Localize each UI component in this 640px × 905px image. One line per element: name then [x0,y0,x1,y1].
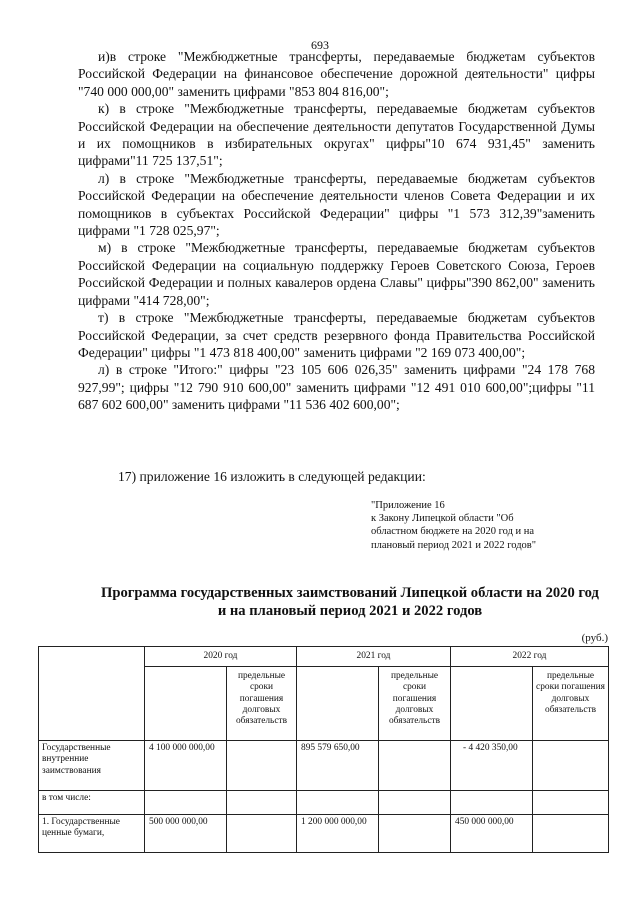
term-2022 [533,815,609,853]
value-2021 [297,791,379,815]
term-2020 [227,791,297,815]
value-2021: 895 579 650,00 [297,741,379,791]
term-2021 [379,741,451,791]
value-2022 [451,791,533,815]
term-2020 [227,815,297,853]
paragraph-m: м) в строке "Межбюджетные трансферты, передаваемые бюджетам субъектов Российской Федерации на социальную поддержку Героев Советского Союза, Героев Российской Федерации и полных кавалеров ордена Славы" цифры"390 862,00" заменить цифрами "414 728,00"; [78,240,595,308]
year-header-row [39,647,609,667]
paragraph-l: л) в строке "Межбюджетные трансферты, передаваемые бюджетам субъектов Российской Федерации на обеспечение деятельности членов Совета Федерации и их помощников в субъектах Российской Федерации" цифры "1 573 312,39"заменить цифрами "1 728 025,97"; [78,170,595,239]
term-header-2020: предельные сроки погашения долговых обязательств [227,667,297,741]
row-label: 1. Государственные ценные бумаги, [39,815,145,853]
amount-header-cell [451,667,533,741]
term-2020 [227,741,297,791]
value-2022: 450 000 000,00 [451,815,533,853]
year-2020-header: 2020 год [145,647,297,667]
term-2022 [533,741,609,791]
term-2021 [379,791,451,815]
year-2022-header: 2022 год [451,647,609,667]
amendment-text [78,48,595,414]
paragraph-i: и)в строке "Межбюджетные трансферты, передаваемые бюджетам субъектов Российской Федерации на финансовое обеспечение дорожной деятельности" цифры "740 000 000,00" заменить цифрами "853 804 816,00"; [78,49,595,99]
value-2020: 500 000 000,00 [145,815,227,853]
table-row [39,791,609,815]
item-17: 17) приложение 16 изложить в следующей редакции: [118,469,426,484]
value-2020 [145,791,227,815]
paragraph-k: к) в строке "Межбюджетные трансферты, передаваемые бюджетам субъектов Российской Федерации на обеспечение деятельности депутатов Государственной Думы и их помощников в избирательных округах" цифры"10 674 931,45" заменить цифрами"11 725 137,51"; [78,101,595,169]
page-number: 693 [311,38,329,52]
borrowing-table [38,646,609,853]
document-title [60,584,640,620]
value-2020: 4 100 000 000,00 [145,741,227,791]
title-line-1: Программа государственных заимствований Липецкой области на 2020 год [101,585,599,601]
paragraph-t: т) в строке "Межбюджетные трансферты, передаваемые бюджетам субъектов Российской Федерации, за счет средств резервного фонда Правительства Российской Федерации" цифры "1 473 818 400,00" заменить цифрами "2 169 073 400,00"; [78,310,595,360]
value-2022: - 4 420 350,00 [451,741,533,791]
value-2021: 1 200 000 000,00 [297,815,379,853]
row-label: Государственные внутренние заимствования [39,741,145,791]
term-header-2022: предельные сроки погашения долговых обязательств [533,667,609,741]
units-label: (руб.) [581,632,608,644]
appendix-line: плановый период 2021 и 2022 годов" [371,539,537,551]
term-2021 [379,815,451,853]
title-line-2: и на плановый период 2021 и 2022 годов [217,603,483,619]
row-label: в том числе: [39,791,145,815]
amount-header-cell [145,667,227,741]
table-row [39,815,609,853]
appendix-caption [371,499,571,552]
paragraph-total: л) в строке "Итого:" цифры "23 105 606 026,35" заменить цифрами "24 178 768 927,99"; цифры "12 790 910 600,00" заменить цифрами "12 491 010 600,00";цифры "11 687 602 600,00" заменить цифрами "11 536 402 600,00"; [78,362,595,413]
amount-header-cell [297,667,379,741]
year-2021-header: 2021 год [297,647,451,667]
table-row [39,741,609,791]
appendix-line: областном бюджете на 2020 год и на [371,526,535,538]
appendix-line: к Закону Липецкой области "Об [371,513,514,525]
header-corner-cell [39,647,145,741]
term-header-2021: предельные сроки погашения долговых обязательств [379,667,451,741]
term-2022 [533,791,609,815]
appendix-line: "Приложение 16 [371,500,445,511]
